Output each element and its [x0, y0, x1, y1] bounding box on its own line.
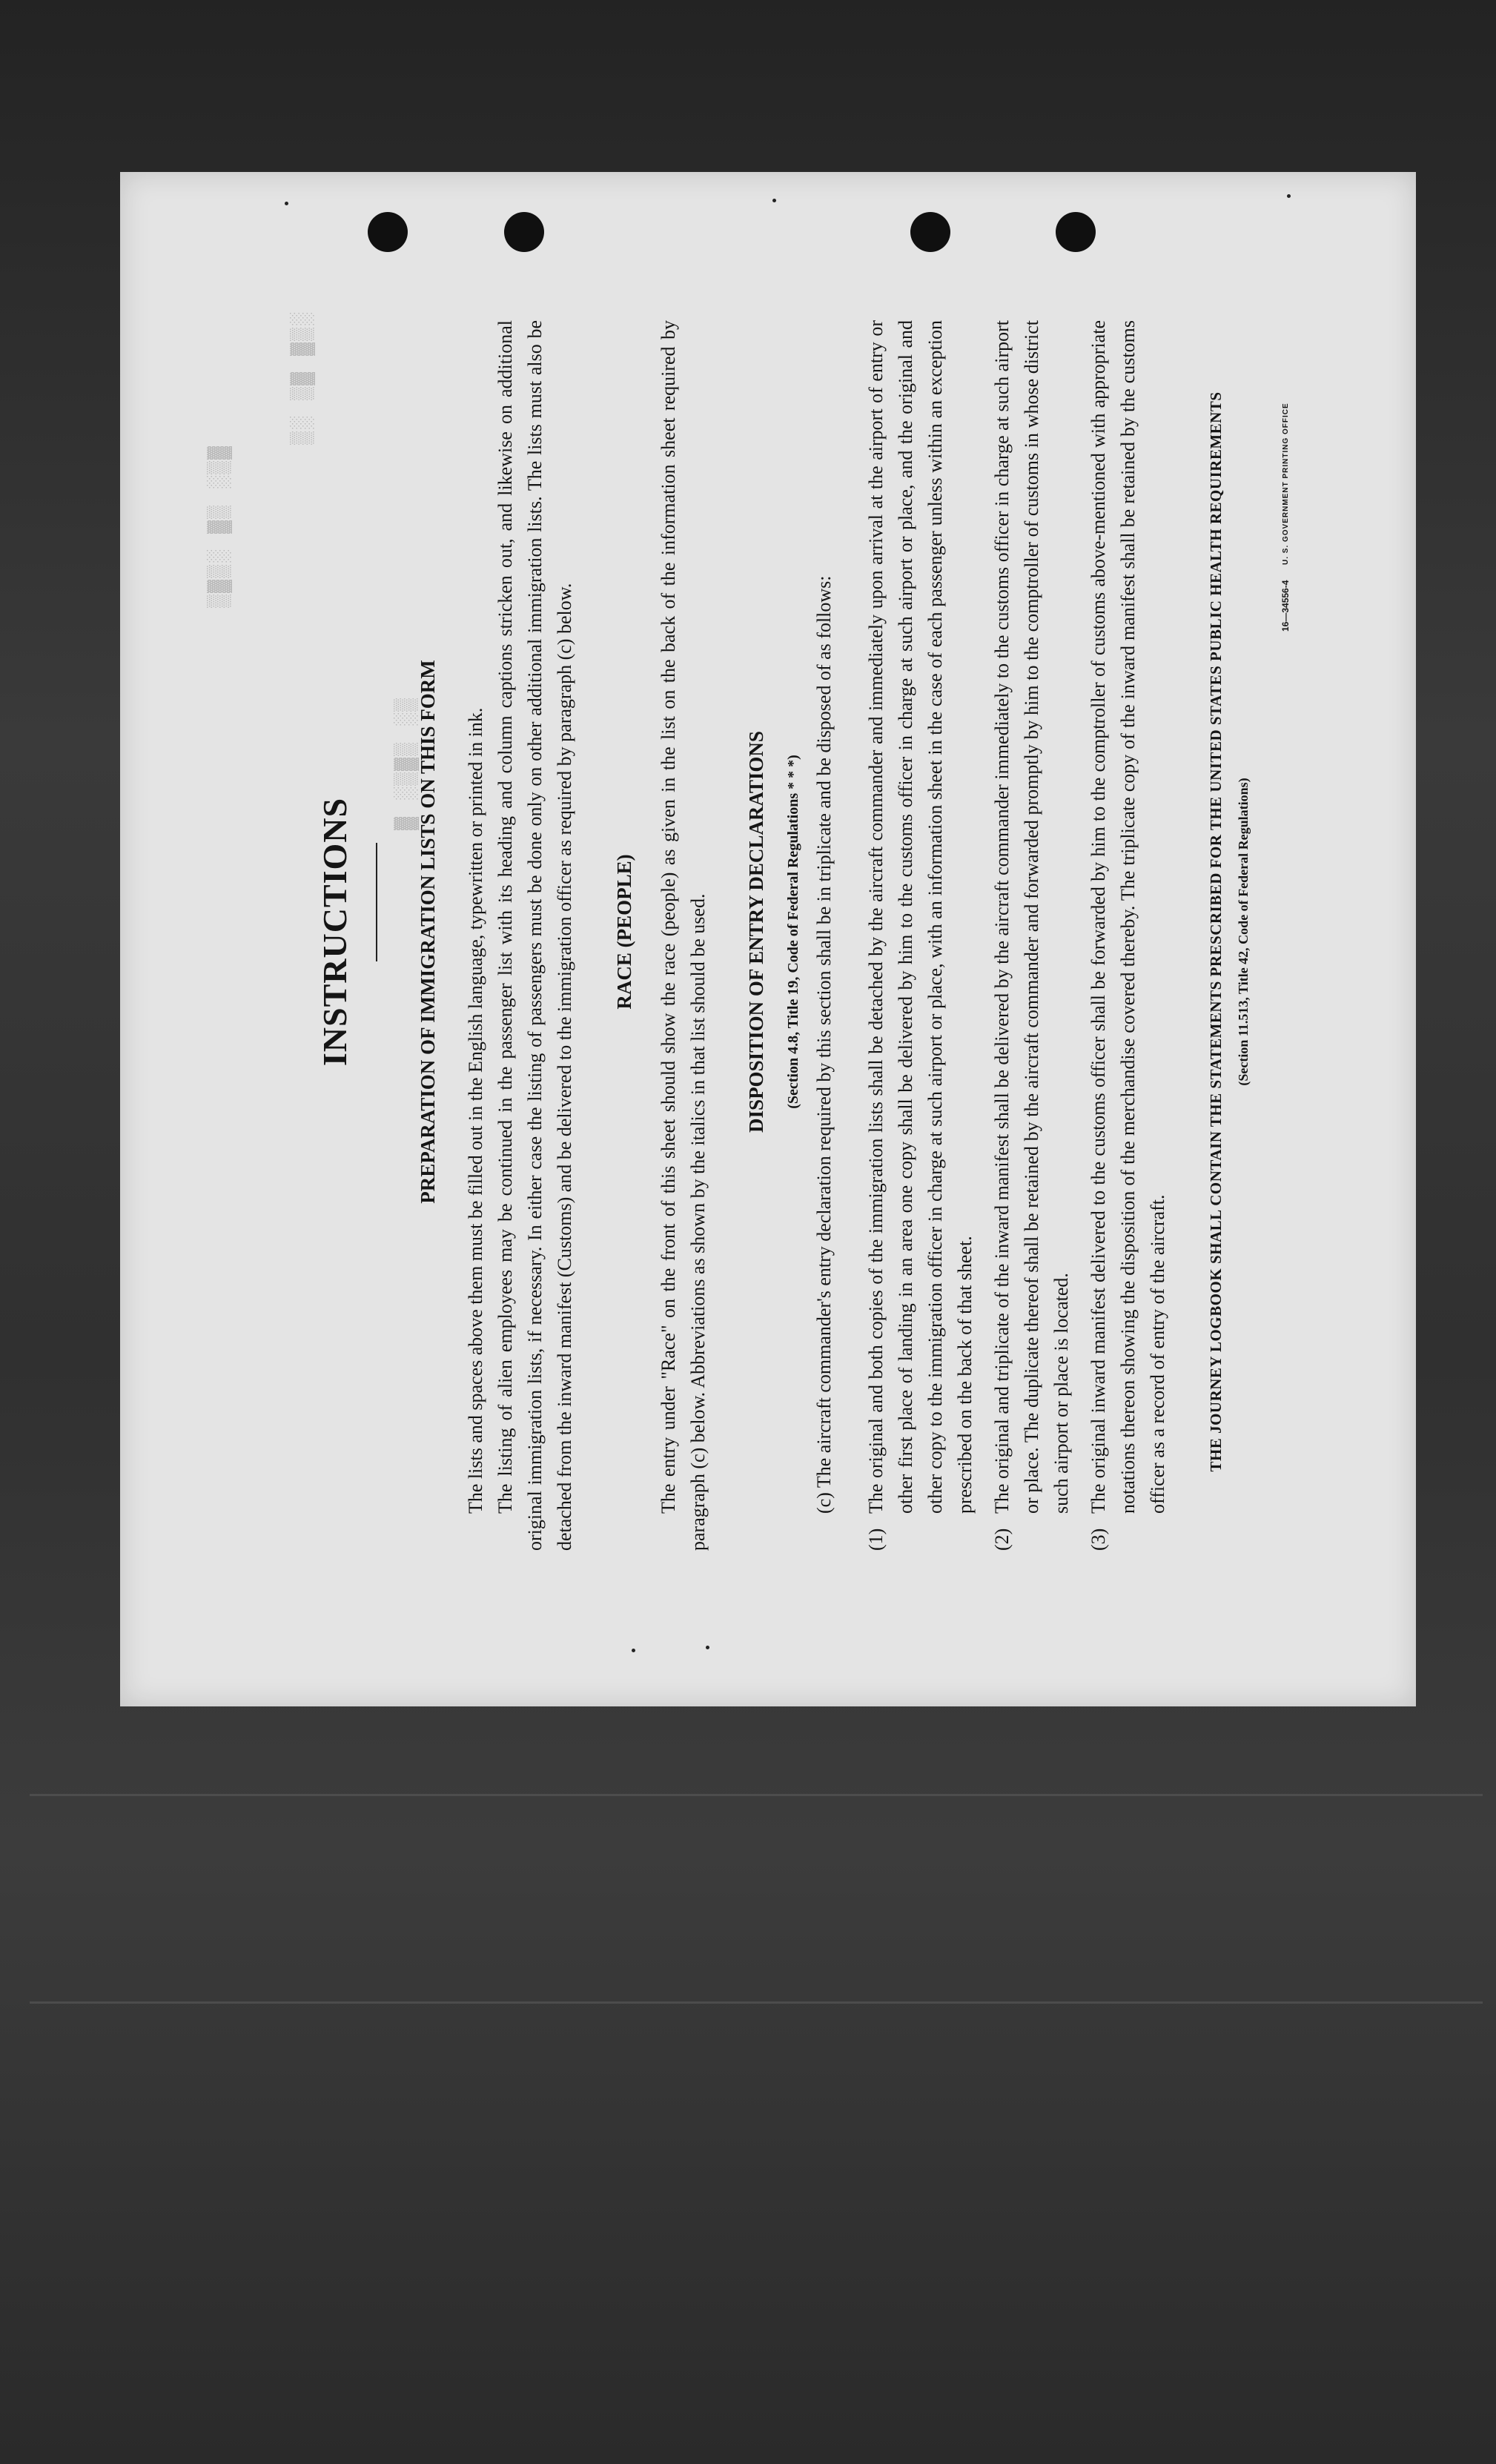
disposition-item	[987, 320, 1076, 1551]
film-scratch	[30, 1794, 1483, 1796]
page-title: INSTRUCTIONS	[316, 797, 354, 1067]
item-number: (3)	[1088, 1528, 1109, 1551]
item-number: (2)	[991, 1528, 1013, 1551]
disposition-intro: (c) The aircraft commander's entry declaration required by this section shall be in triplicate and be disposed of as follows:	[813, 575, 835, 1514]
rotated-content	[120, 172, 1416, 1706]
preparation-heading: PREPARATION OF IMMIGRATION LISTS ON THIS FORM	[417, 660, 439, 1204]
document-page	[120, 172, 1416, 1706]
item-text: The original inward manifest delivered to the customs officer shall be forwarded by him to the comptroller of customs above-mentioned with appropriate notations thereon showing the disposition of the merchandise covered thereby. The triplicate copy of the inward manifest shall be retained by the customs officer as a record of entry of the aircraft.	[1088, 320, 1168, 1514]
item-text: The original and both copies of the immigration lists shall be detached by the aircraft commander and immediately upon arrival at the airport of entry or other first place of landing in an area one copy shall be delivered by him to the customs officer in charge at such airport or place, and the original and other copy to the immigration officer in charge at such airport or place, with an information sheet in the case of each passenger unless within an exception prescribed on the back of that sheet.	[865, 320, 976, 1514]
footer-heading: THE JOURNEY LOGBOOK SHALL CONTAIN THE STATEMENTS PRESCRIBED FOR THE UNITED STATES PUBLIC HEALTH REQUIREMENTS	[1207, 391, 1225, 1472]
disposition-item	[861, 320, 980, 1551]
bleed-through-text: ▓▒░ ▒▓ ░▒▓▒	[208, 446, 233, 609]
print-office: U. S. GOVERNMENT PRINTING OFFICE	[1282, 403, 1290, 565]
bleed-through-text: ░▒▓ ▓▒ ░▒	[291, 312, 316, 446]
disposition-item	[1084, 320, 1173, 1551]
item-text: The original and triplicate of the inward manifest shall be delivered by the aircraft commander immediately to the customs officer in charge at such airport or place. The duplicate thereof shall be retained by the aircraft commander and forwarded promptly by him to the comptroller of customs in whose district such airport or place is located.	[991, 320, 1072, 1514]
item-number: (1)	[865, 1528, 887, 1551]
film-scratch	[30, 2001, 1483, 2004]
bleed-through-text: ▒░ ▒▓▒░ ▓	[394, 698, 420, 832]
preparation-paragraph-2: The listing of alien employees may be continued in the passenger list with its heading and column captions stricken out, and likewise on additional original immigration lists, if necessary. In either case the listing of passengers must be done only on other additional immigration lists. The lists must also be detached from the inward manifest (Customs) and be delivered to the immigration officer as required by paragraph (c) below.	[494, 320, 575, 1551]
footer-subheading: (Section 11.513, Title 42, Code of Federal Regulations)	[1236, 778, 1251, 1086]
title-rule	[376, 843, 377, 961]
disposition-heading: DISPOSITION OF ENTRY DECLARATIONS	[745, 731, 767, 1133]
race-paragraph: The entry under "Race" on the front of this sheet should show the race (people) as given in the list on the back of the information sheet required by paragraph (c) below. Abbreviations as shown by the italics in that list should be used.	[658, 320, 709, 1551]
print-code: 16—34556-4	[1280, 580, 1291, 632]
disposition-subheading: (Section 4.8, Title 19, Code of Federal Regulations * * *)	[785, 755, 801, 1109]
preparation-paragraph-1: The lists and spaces above them must be filled out in the English language, typewritten or printed in ink.	[465, 707, 486, 1514]
race-heading: RACE (PEOPLE)	[613, 854, 635, 1010]
instructions-content	[120, 268, 1416, 1595]
